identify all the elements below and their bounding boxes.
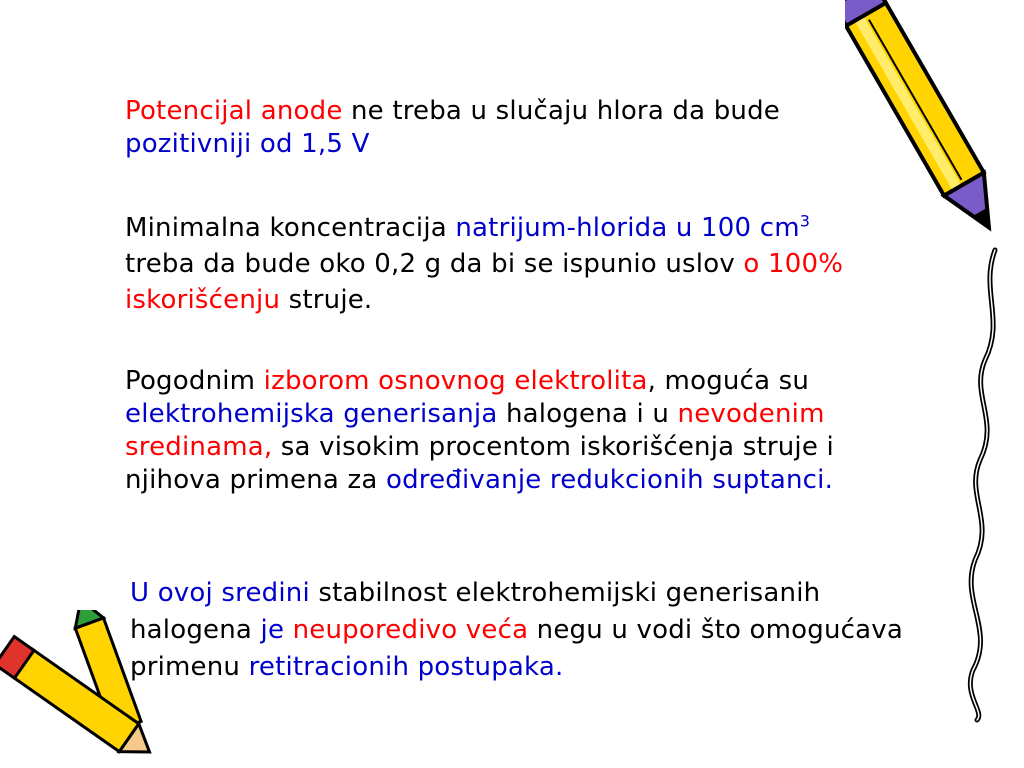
- superscript: 3: [799, 211, 811, 231]
- text-run: negu u vodi što omogućava primenu: [130, 615, 904, 682]
- text-highlight: izborom osnovnog elektrolita: [263, 366, 648, 396]
- text-highlight: U ovoj sredini: [130, 578, 310, 608]
- text-run: Pogodnim: [125, 366, 264, 396]
- pencil-icon: [0, 637, 159, 760]
- paragraph-anode-potential: [125, 95, 885, 161]
- text-run: sa visokim procentom iskorišćenja struje i njihova primena za: [125, 432, 834, 495]
- text-highlight: o 100% iskorišćenju: [125, 249, 844, 315]
- text-highlight: određivanje redukcionih suptanci.: [385, 465, 834, 495]
- text-run: , moguća su: [647, 366, 810, 396]
- text-highlight: je: [260, 615, 285, 645]
- text-run: Minimalna koncentracija: [125, 213, 456, 243]
- text-run: ne treba u slučaju hlora da bude: [342, 96, 780, 126]
- text-run: [284, 615, 292, 645]
- pencils-decoration: [0, 610, 160, 760]
- paragraph-stability: [130, 575, 950, 686]
- text-highlight: pozitivniji od 1,5 V: [125, 129, 370, 159]
- text-highlight: nevodenim sredinama,: [125, 399, 825, 462]
- text-highlight: natrijum-hlorida u 100 cm: [455, 213, 800, 243]
- text-run: halogena i u: [497, 399, 678, 429]
- text-highlight: elektrohemijska generisanja: [125, 399, 498, 429]
- text-run: stabilnost elektrohemijski generisanih halogena: [130, 578, 821, 645]
- paragraph-electrolyte-choice: [125, 365, 925, 497]
- text-highlight: neuporedivo veća: [292, 615, 529, 645]
- paragraph-nacl-concentration: [125, 210, 865, 318]
- pencil-icon: [845, 0, 1009, 239]
- squiggle-border-icon: [970, 250, 995, 720]
- text-highlight: retitracionih postupaka.: [248, 652, 564, 682]
- text-highlight: Potencijal anode: [125, 96, 343, 126]
- pencil-border-decoration: [845, 0, 1024, 768]
- text-run: struje.: [280, 285, 373, 315]
- text-run: treba da bude oko 0,2 g da bi se ispunio uslov: [125, 249, 744, 279]
